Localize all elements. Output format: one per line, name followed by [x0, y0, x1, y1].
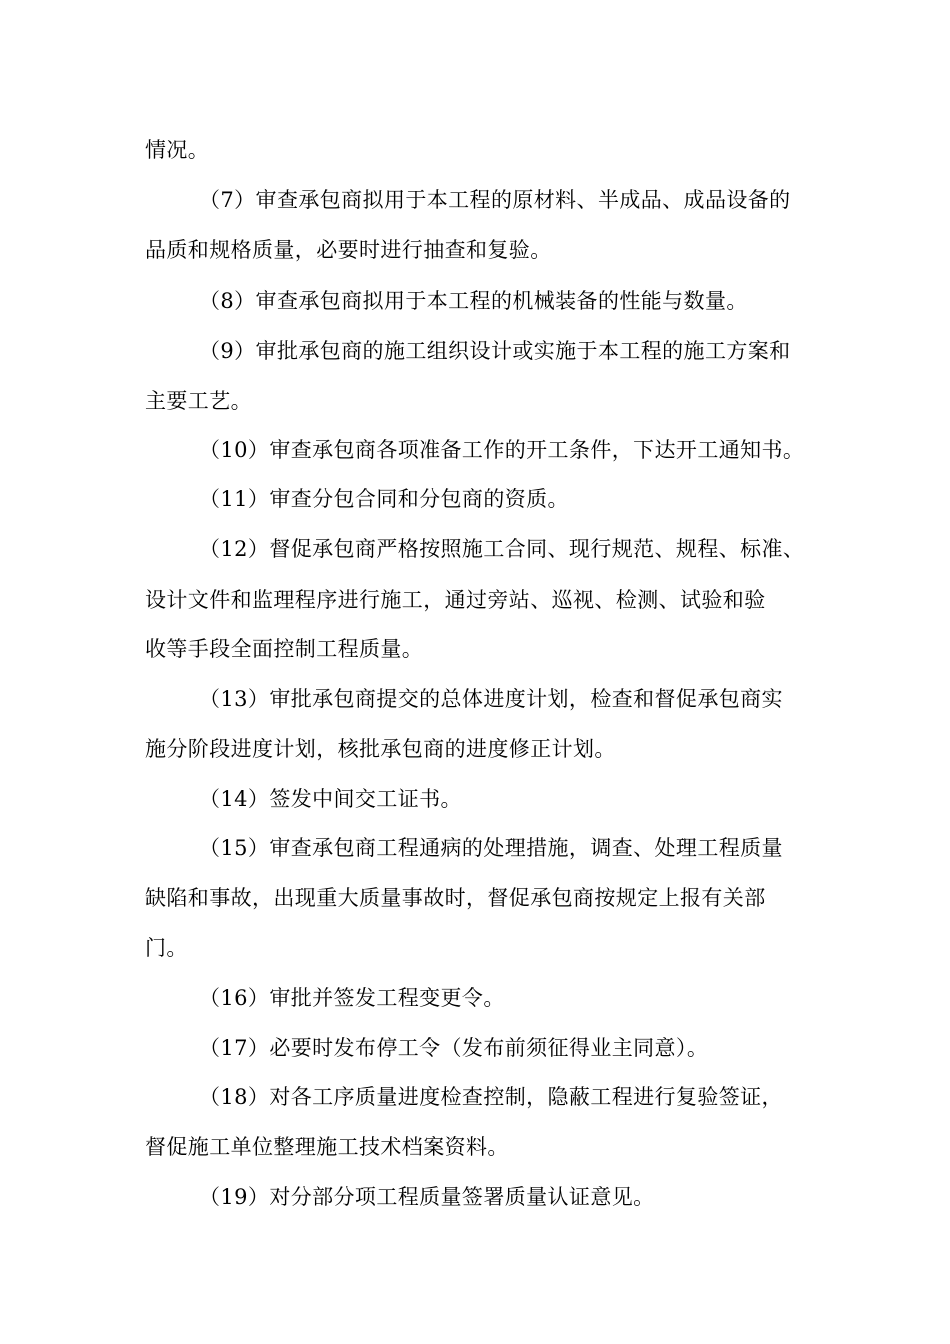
- text-line: （14）签发中间交工证书。: [199, 787, 462, 811]
- text-line: （17）必要时发布停工令（发布前须征得业主同意）。: [199, 1036, 709, 1060]
- text-line: （16）审批并签发工程变更令。: [199, 986, 505, 1010]
- text-line: （19）对分部分项工程质量签署质量认证意见。: [199, 1185, 655, 1209]
- text-line: 门。: [145, 936, 188, 960]
- text-line: 施分阶段进度计划，核批承包商的进度修正计划。: [145, 737, 616, 761]
- text-line: （10）审查承包商各项准备工作的开工条件，下达开工通知书。: [199, 438, 805, 462]
- text-line: （13）审批承包商提交的总体进度计划，检查和督促承包商实: [199, 687, 783, 711]
- text-line: 收等手段全面控制工程质量。: [145, 637, 424, 661]
- text-line: 督促施工单位整理施工技术档案资料。: [145, 1135, 509, 1159]
- text-line: （11）审查分包合同和分包商的资质。: [199, 487, 569, 511]
- text-line: 主要工艺。: [145, 389, 252, 413]
- text-line: 缺陷和事故，出现重大质量事故时，督促承包商按规定上报有关部: [145, 886, 766, 910]
- text-line: （8）审查承包商拟用于本工程的机械装备的性能与数量。: [199, 289, 748, 313]
- text-line: （9）审批承包商的施工组织设计或实施于本工程的施工方案和: [199, 339, 791, 363]
- text-line: （18）对各工序质量进度检查控制，隐蔽工程进行复验签证，: [199, 1085, 783, 1109]
- text-line: （7）审查承包商拟用于本工程的原材料、半成品、成品设备的: [199, 188, 791, 212]
- text-line: （15）审查承包商工程通病的处理措施，调查、处理工程质量: [199, 836, 783, 860]
- text-line: （12）督促承包商严格按照施工合同、现行规范、规程、标准、: [199, 537, 805, 561]
- text-line: 品质和规格质量，必要时进行抽查和复验。: [145, 238, 552, 262]
- text-line: 情况。: [145, 138, 210, 162]
- text-line: 设计文件和监理程序进行施工，通过旁站、巡视、检测、试验和验: [145, 588, 766, 612]
